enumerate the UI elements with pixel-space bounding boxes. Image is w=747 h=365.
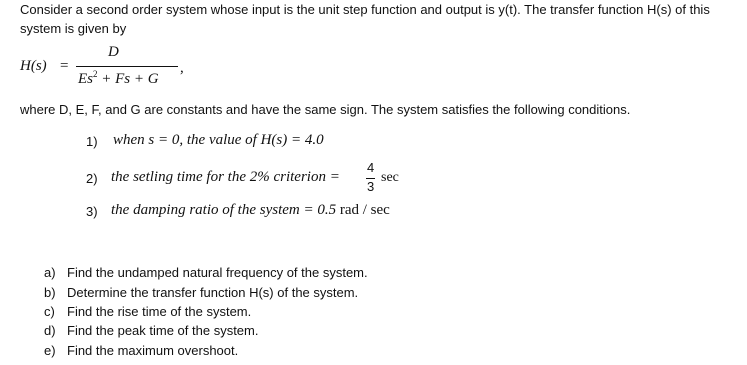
condition-3-number: 3) xyxy=(86,204,98,219)
tf-fraction-bar xyxy=(76,66,178,67)
intro-paragraph xyxy=(20,0,740,38)
question-c-text: Find the rise time of the system. xyxy=(67,304,252,319)
tf-equals: = xyxy=(60,58,69,74)
intro-line-1: Consider a second order system whose input is the unit step function and output is y(t). The transfer function H(s) of this xyxy=(20,2,710,17)
condition-2-fraction-numerator: 4 xyxy=(367,160,375,175)
condition-2-number: 2) xyxy=(86,171,98,186)
question-e-text: Find the maximum overshoot. xyxy=(67,343,239,358)
condition-2-fraction xyxy=(366,158,376,198)
tf-denominator xyxy=(78,69,159,88)
tf-den-suffix: + Fs + G xyxy=(97,71,159,87)
question-e xyxy=(44,341,238,360)
question-a xyxy=(44,263,368,282)
tf-den-exponent: 2 xyxy=(93,69,98,79)
question-a-text: Find the undamped natural frequency of the system. xyxy=(67,265,368,280)
question-d-text: Find the peak time of the system. xyxy=(67,323,259,338)
question-c xyxy=(44,302,251,321)
question-e-letter: e) xyxy=(44,343,56,358)
condition-1-number: 1) xyxy=(86,134,98,149)
condition-2-fraction-denominator: 3 xyxy=(367,179,375,194)
tf-numerator: D xyxy=(108,44,119,60)
question-a-letter: a) xyxy=(44,265,56,280)
condition-3-text xyxy=(111,202,390,219)
question-d-letter: d) xyxy=(44,323,56,338)
question-b-letter: b) xyxy=(44,285,56,300)
question-c-letter: c) xyxy=(44,304,55,319)
condition-2-unit: sec xyxy=(381,170,399,185)
tf-lhs: H(s) xyxy=(20,58,47,74)
condition-3-main: the damping ratio of the system = 0.5 xyxy=(111,202,337,218)
tf-den-prefix: Es xyxy=(78,71,93,87)
intro-line-2: system is given by xyxy=(20,21,127,36)
condition-3-unit: rad / sec xyxy=(339,202,390,218)
condition-1-text: when s = 0, the value of H(s) = 4.0 xyxy=(113,132,324,148)
tf-comma: , xyxy=(180,60,184,76)
question-b-text: Determine the transfer function H(s) of the system. xyxy=(67,285,359,300)
question-d xyxy=(44,321,258,340)
question-b xyxy=(44,283,358,302)
conditions-intro: where D, E, F, and G are constants and have the same sign. The system satisfies the following conditions. xyxy=(20,102,631,117)
condition-2-text: the setling time for the 2% criterion = xyxy=(111,169,340,185)
transfer-function-equation xyxy=(20,44,220,90)
